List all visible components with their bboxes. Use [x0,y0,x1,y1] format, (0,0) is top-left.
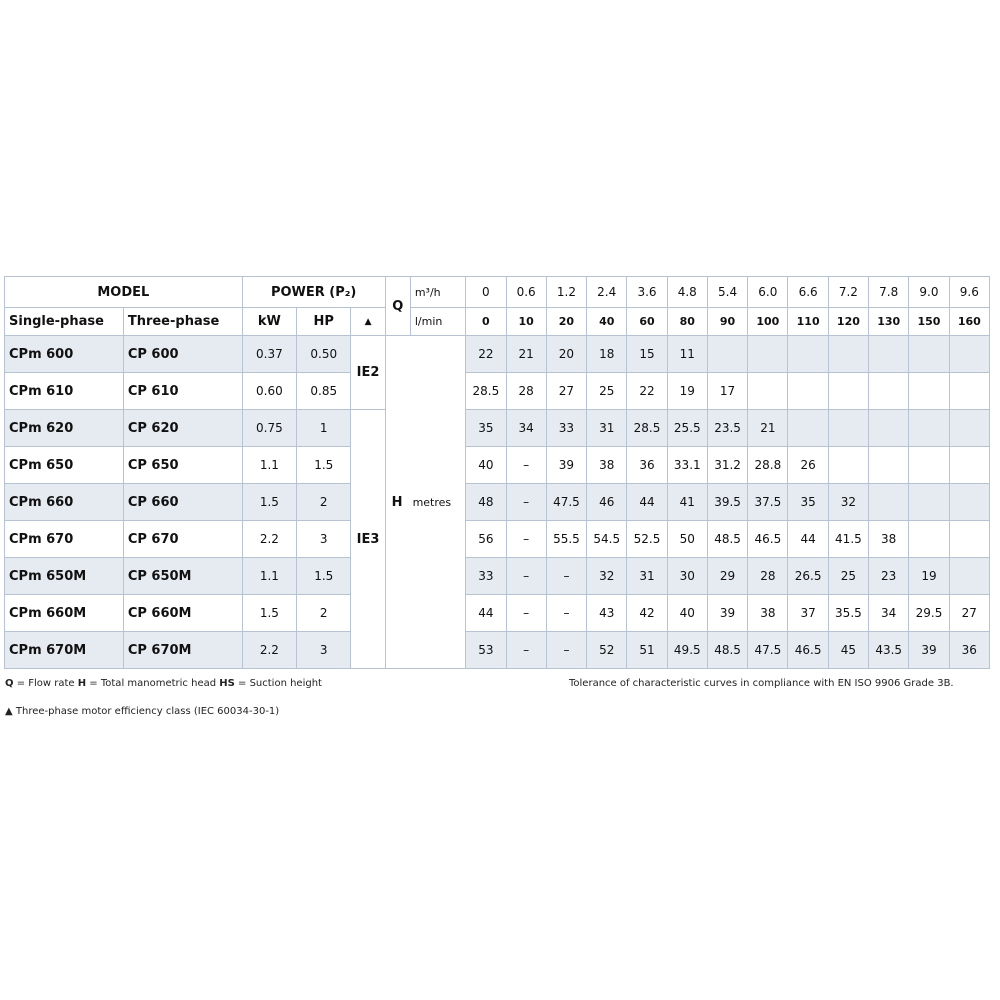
head-value-cell [869,373,909,410]
flow-lmin-cell: 40 [587,308,627,336]
head-value-cell: 25 [587,373,627,410]
single-phase-model: CPm 670M [5,632,124,669]
head-value-cell: 34 [869,595,909,632]
head-value-cell: 38 [748,595,788,632]
power-kw: 0.75 [242,410,296,447]
head-value-cell: 41 [667,484,707,521]
flow-m3h-cell: 9.0 [909,277,949,308]
flow-lmin-cell: 130 [869,308,909,336]
head-value-cell: 47.5 [546,484,586,521]
head-value-cell: 30 [667,558,707,595]
kw-header: kW [242,308,296,336]
flow-m3h-cell: 6.6 [788,277,828,308]
head-value-cell: 28 [506,373,546,410]
flow-lmin-cell: 0 [466,308,506,336]
head-value-cell: – [546,558,586,595]
flow-m3h-cell: 6.0 [748,277,788,308]
head-value-cell: 32 [828,484,868,521]
three-phase-model: CP 660M [123,595,242,632]
head-value-cell [707,336,747,373]
power-hp: 1.5 [297,558,351,595]
flow-lmin-cell: 10 [506,308,546,336]
single-phase-header: Single-phase [5,308,124,336]
flow-lmin-cell: 60 [627,308,667,336]
flow-m3h-cell: 2.4 [587,277,627,308]
three-phase-model: CP 620 [123,410,242,447]
power-hp: 2 [297,484,351,521]
head-value-cell [909,447,949,484]
head-value-cell: 19 [909,558,949,595]
legend-line [5,678,322,689]
header-row-1 [5,277,990,308]
head-value-cell: 37.5 [748,484,788,521]
single-phase-model: CPm 600 [5,336,124,373]
power-kw: 1.5 [242,595,296,632]
head-value-cell: 42 [627,595,667,632]
h-key: H [77,678,87,689]
table-row [5,521,990,558]
three-phase-model: CP 650 [123,447,242,484]
power-hp: 0.50 [297,336,351,373]
single-phase-model: CPm 660M [5,595,124,632]
head-value-cell [949,336,989,373]
three-phase-model: CP 600 [123,336,242,373]
head-value-cell: 46 [587,484,627,521]
flow-m3h-cell: 7.2 [828,277,868,308]
head-value-cell: 46.5 [788,632,828,669]
head-value-cell: 43.5 [869,632,909,669]
head-value-cell: 33 [466,558,506,595]
hp-header: HP [297,308,351,336]
table-row [5,632,990,669]
tolerance-note: Tolerance of characteristic curves in compliance with EN ISO 9906 Grade 3B. [569,678,954,689]
head-value-cell: – [546,595,586,632]
head-value-cell: 44 [466,595,506,632]
three-phase-header: Three-phase [123,308,242,336]
head-value-cell: 21 [506,336,546,373]
head-value-cell: 53 [466,632,506,669]
head-value-cell: 15 [627,336,667,373]
head-value-cell: 36 [627,447,667,484]
head-value-cell [909,373,949,410]
head-value-cell: 22 [627,373,667,410]
head-value-cell: 23.5 [707,410,747,447]
power-kw: 0.60 [242,373,296,410]
head-value-cell: 52.5 [627,521,667,558]
head-value-cell: 28 [748,558,788,595]
power-hp: 2 [297,595,351,632]
head-value-cell: – [506,447,546,484]
flow-lmin-cell: 110 [788,308,828,336]
head-value-cell [788,410,828,447]
ie3-class: IE3 [351,410,385,669]
head-value-cell: 46.5 [748,521,788,558]
unit-m3h: m³/h [410,277,465,308]
head-value-cell [909,521,949,558]
head-value-cell: 49.5 [667,632,707,669]
head-value-cell: 48.5 [707,521,747,558]
head-value-cell: 45 [828,632,868,669]
head-value-cell: 50 [667,521,707,558]
head-value-cell: 48.5 [707,632,747,669]
head-value-cell: 55.5 [546,521,586,558]
flow-m3h-cell: 4.8 [667,277,707,308]
head-value-cell: 11 [667,336,707,373]
head-value-cell: 47.5 [748,632,788,669]
three-phase-model: CP 650M [123,558,242,595]
head-value-cell: 27 [546,373,586,410]
single-phase-model: CPm 660 [5,484,124,521]
performance-table [4,276,990,669]
head-value-cell [748,336,788,373]
head-value-cell: 31 [627,558,667,595]
head-symbol: H [391,494,403,510]
head-value-cell [788,373,828,410]
head-value-cell [909,484,949,521]
head-value-cell: 41.5 [828,521,868,558]
three-phase-model: CP 660 [123,484,242,521]
head-value-cell: 39 [707,595,747,632]
power-hp: 3 [297,521,351,558]
power-hp: 1.5 [297,447,351,484]
head-value-cell: – [546,632,586,669]
head-value-cell [949,373,989,410]
power-kw: 1.1 [242,447,296,484]
flow-lmin-cell: 150 [909,308,949,336]
flow-m3h-cell: 1.2 [546,277,586,308]
three-phase-model: CP 610 [123,373,242,410]
head-value-cell: – [506,558,546,595]
three-phase-model: CP 670M [123,632,242,669]
head-value-cell: 43 [587,595,627,632]
flow-m3h-cell: 0 [466,277,506,308]
single-phase-model: CPm 610 [5,373,124,410]
q-key: Q [5,678,14,689]
head-value-cell: 37 [788,595,828,632]
model-header: MODEL [5,277,243,308]
power-kw: 2.2 [242,632,296,669]
head-value-cell: 40 [667,595,707,632]
head-value-cell: – [506,521,546,558]
table-row [5,484,990,521]
head-value-cell: 38 [869,521,909,558]
power-hp: 1 [297,410,351,447]
power-kw: 1.1 [242,558,296,595]
head-value-cell [828,410,868,447]
flow-lmin-cell: 90 [707,308,747,336]
efficiency-note: ▲ Three-phase motor efficiency class (IEC 60034-30-1) [5,706,280,717]
head-value-cell: 52 [587,632,627,669]
head-value-cell: 19 [667,373,707,410]
head-value-cell: – [506,632,546,669]
head-value-cell [869,410,909,447]
head-value-cell: 28.8 [748,447,788,484]
head-value-cell: 25 [828,558,868,595]
q-desc: = Flow rate [13,678,78,689]
head-value-cell: 36 [949,632,989,669]
flow-m3h-cell: 0.6 [506,277,546,308]
table-row [5,447,990,484]
unit-lmin: l/min [410,308,465,336]
head-value-cell [828,336,868,373]
head-value-cell [949,558,989,595]
head-value-cell: 56 [466,521,506,558]
head-value-cell: – [506,484,546,521]
head-value-cell: 33 [546,410,586,447]
head-value-cell [828,373,868,410]
head-value-cell [869,447,909,484]
head-value-cell: 35.5 [828,595,868,632]
head-value-cell: 54.5 [587,521,627,558]
head-value-cell: 34 [506,410,546,447]
flow-m3h-cell: 3.6 [627,277,667,308]
flow-lmin-cell: 120 [828,308,868,336]
head-value-cell [748,373,788,410]
head-unit: metres [412,495,452,509]
head-value-cell: 39 [546,447,586,484]
head-value-cell: 32 [587,558,627,595]
head-value-cell: 18 [587,336,627,373]
head-value-cell: 26.5 [788,558,828,595]
head-value-cell [869,336,909,373]
power-kw: 2.2 [242,521,296,558]
head-value-cell: 35 [788,484,828,521]
table-row [5,373,990,410]
flow-lmin-cell: 20 [546,308,586,336]
flow-lmin-cell: 100 [748,308,788,336]
performance-table-container [4,276,994,669]
hs-key: HS [219,678,235,689]
hs-desc: = Suction height [234,678,322,689]
head-value-cell [949,484,989,521]
head-value-cell: 48 [466,484,506,521]
power-hp: 3 [297,632,351,669]
head-value-cell: 38 [587,447,627,484]
head-value-cell: 44 [788,521,828,558]
single-phase-model: CPm 650M [5,558,124,595]
head-value-cell: 33.1 [667,447,707,484]
q-header: Q [385,277,410,336]
head-value-cell [949,447,989,484]
efficiency-class-icon: ▲ [351,308,385,336]
h-desc: = Total manometric head [86,678,220,689]
single-phase-model: CPm 650 [5,447,124,484]
header-row-2 [5,308,990,336]
single-phase-model: CPm 620 [5,410,124,447]
head-value-cell: 28.5 [627,410,667,447]
head-value-cell: 44 [627,484,667,521]
head-value-cell: 40 [466,447,506,484]
head-value-cell: 22 [466,336,506,373]
table-row [5,410,990,447]
head-value-cell: 27 [949,595,989,632]
head-value-cell [869,484,909,521]
head-value-cell [909,336,949,373]
head-value-cell: 39 [909,632,949,669]
table-row [5,558,990,595]
head-value-cell: – [506,595,546,632]
head-value-cell: 28.5 [466,373,506,410]
head-value-cell: 39.5 [707,484,747,521]
head-value-cell [909,410,949,447]
head-value-cell: 31.2 [707,447,747,484]
flow-lmin-cell: 80 [667,308,707,336]
head-value-cell: 20 [546,336,586,373]
head-value-cell: 51 [627,632,667,669]
flow-m3h-cell: 5.4 [707,277,747,308]
head-label-cell [385,336,466,669]
table-row [5,595,990,632]
ie2-class: IE2 [351,336,385,410]
head-value-cell: 31 [587,410,627,447]
head-value-cell: 23 [869,558,909,595]
head-value-cell: 17 [707,373,747,410]
head-value-cell: 29.5 [909,595,949,632]
flow-m3h-cell: 9.6 [949,277,989,308]
three-phase-model: CP 670 [123,521,242,558]
power-kw: 1.5 [242,484,296,521]
head-value-cell: 35 [466,410,506,447]
flow-m3h-cell: 7.8 [869,277,909,308]
power-hp: 0.85 [297,373,351,410]
head-value-cell: 25.5 [667,410,707,447]
power-header: POWER (P₂) [242,277,385,308]
table-row [5,336,990,373]
head-value-cell [949,410,989,447]
head-value-cell: 29 [707,558,747,595]
power-kw: 0.37 [242,336,296,373]
head-value-cell: 26 [788,447,828,484]
head-value-cell [949,521,989,558]
single-phase-model: CPm 670 [5,521,124,558]
head-value-cell [828,447,868,484]
flow-lmin-cell: 160 [949,308,989,336]
head-value-cell [788,336,828,373]
head-value-cell: 21 [748,410,788,447]
